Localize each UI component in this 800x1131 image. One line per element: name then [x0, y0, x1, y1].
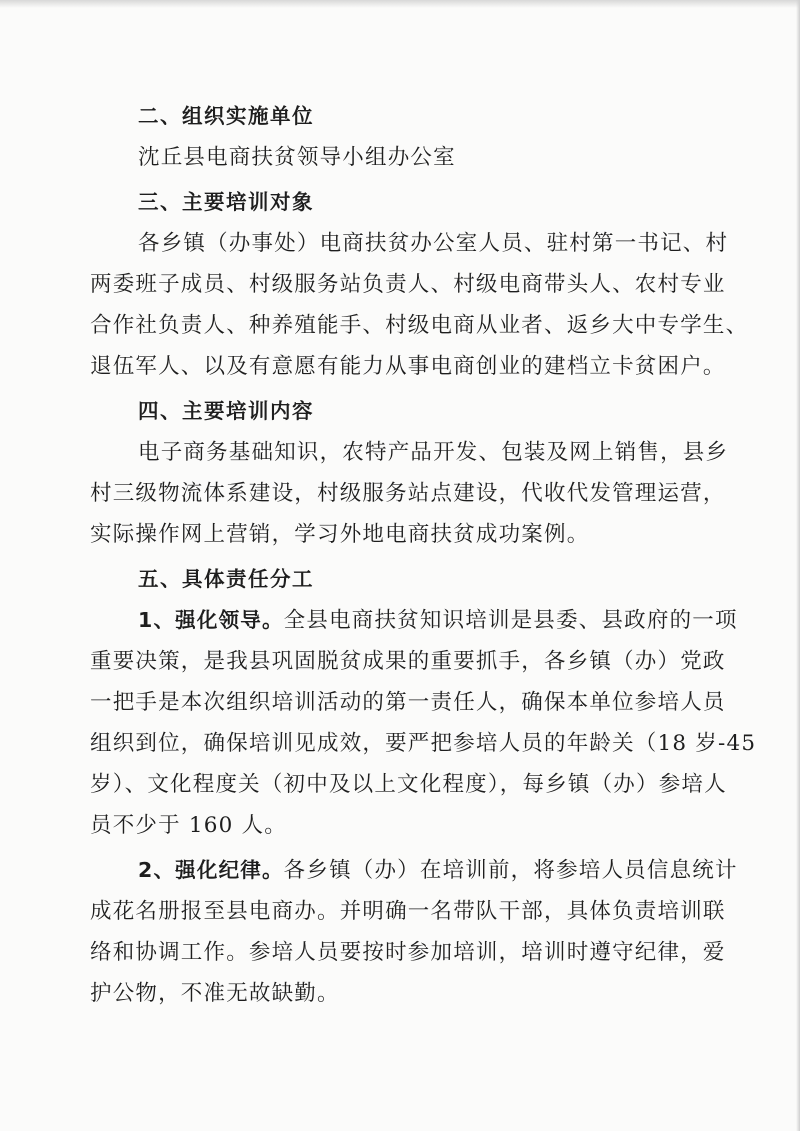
item-2-first-rest: 各乡镇（办）在培训前，将参培人员信息统计	[283, 858, 738, 883]
item-1-first-line	[90, 600, 738, 641]
section-4-line-2: 村三级物流体系建设，村级服务站点建设，代收代发管理运营，	[90, 481, 726, 506]
item-1-line-5: 岁）、文化程度关（初中及以上文化程度），每乡镇（办）参培人	[90, 772, 727, 797]
section-3-line-3: 合作社负责人、种养殖能手、村级电商从业者、返乡大中专学生、	[90, 313, 749, 338]
document-body	[90, 96, 757, 1014]
item-2-first-line	[90, 850, 738, 891]
section-3-heading: 三、主要培训对象	[138, 190, 314, 214]
section-4-line-3: 实际操作网上营销，学习外地电商扶贫成功案例。	[90, 522, 590, 547]
scan-right-edge	[796, 0, 800, 1131]
scan-top-shadow	[0, 0, 800, 8]
item-1-line-4: 组织到位，确保培训见成效，要严把参培人员的年龄关（18 岁-45	[90, 731, 757, 756]
section-4-heading: 四、主要培训内容	[138, 399, 314, 423]
section-4-line-1: 电子商务基础知识，农特产品开发、包装及网上销售，县乡	[138, 440, 729, 465]
item-1-line-6: 员不少于 160 人。	[90, 813, 287, 838]
item-1-line-3: 一把手是本次组织培训活动的第一责任人，确保本单位参培人员	[90, 690, 726, 715]
item-1-line-2: 重要决策，是我县巩固脱贫成果的重要抓手，各乡镇（办）党政	[90, 649, 726, 674]
item-2-line-3: 络和协调工作。参培人员要按时参加培训，培训时遵守纪律，爱	[90, 940, 726, 965]
section-2-line-1: 沈丘县电商扶贫领导小组办公室	[138, 145, 456, 170]
item-2-line-2: 成花名册报至县电商办。并明确一名带队干部，具体负责培训联	[90, 899, 726, 924]
section-3-line-1: 各乡镇（办事处）电商扶贫办公室人员、驻村第一书记、村	[138, 231, 729, 256]
item-1-lead: 1、强化领导。	[138, 608, 284, 632]
item-1-first-rest: 全县电商扶贫知识培训是县委、县政府的一项	[283, 608, 738, 633]
section-3-line-4: 退伍军人、以及有意愿有能力从事电商创业的建档立卡贫困户。	[90, 354, 726, 379]
section-2-heading: 二、组织实施单位	[138, 104, 314, 128]
section-3-line-2: 两委班子成员、村级服务站负责人、村级电商带头人、农村专业	[90, 272, 726, 297]
section-5-heading: 五、具体责任分工	[138, 567, 314, 591]
item-2-lead: 2、强化纪律。	[138, 858, 284, 882]
item-2-line-4: 护公物，不准无故缺勤。	[90, 981, 340, 1006]
